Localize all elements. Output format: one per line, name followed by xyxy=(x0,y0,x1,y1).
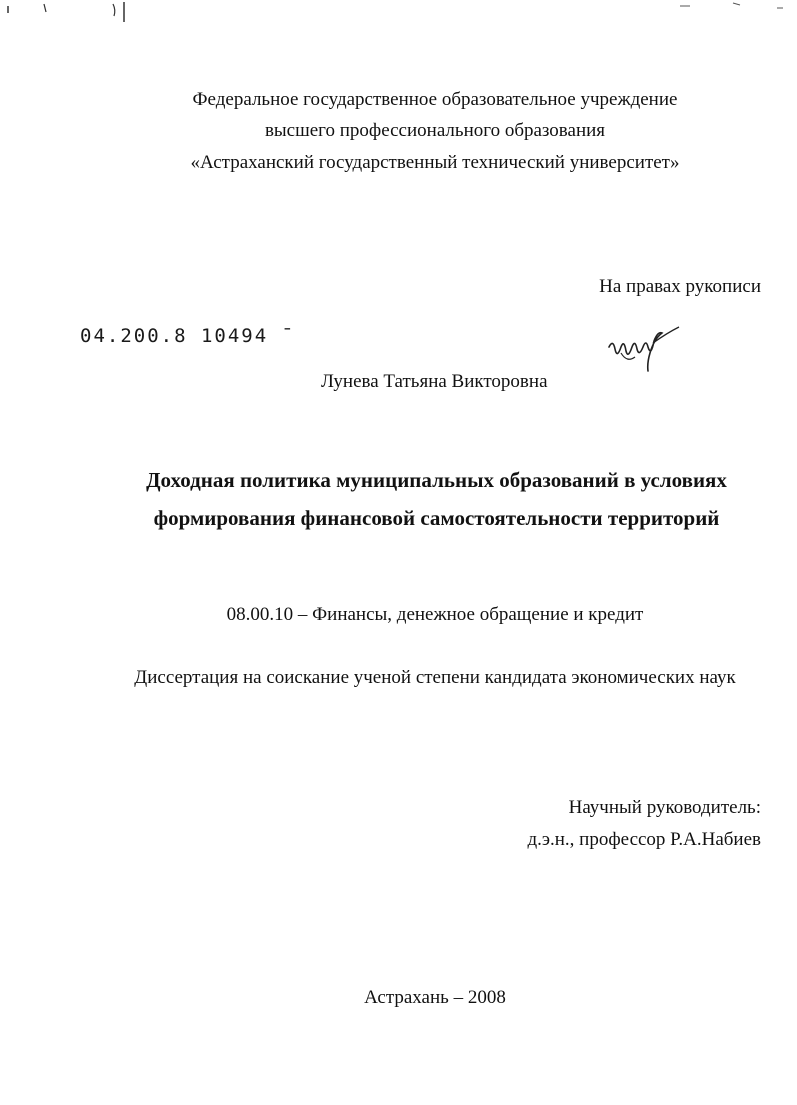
scan-edge-marks xyxy=(0,0,797,30)
dissertation-type: Диссертация на соискание ученой степени кандидата экономических наук xyxy=(134,667,736,688)
registry-code-text: 04.200.8 10494 xyxy=(80,325,269,347)
organization-line-1: Федеральное государственное образовательное учреждение xyxy=(192,89,678,110)
organization-line-3: «Астраханский государственный технический университет» xyxy=(190,152,680,173)
place-and-year: Астрахань – 2008 xyxy=(364,987,506,1008)
specialty-code: 08.00.10 – Финансы, денежное обращение и кредит xyxy=(226,604,644,625)
registry-code-mark: ˉ xyxy=(268,325,296,347)
dissertation-title-line-2: формирования финансовой самостоятельности территорий xyxy=(153,506,720,530)
organization-line-2: высшего профессионального образования xyxy=(264,120,606,141)
handwritten-signature xyxy=(603,325,683,385)
dissertation-title-line-1: Доходная политика муниципальных образований в условиях xyxy=(146,468,727,492)
advisor-name: д.э.н., профессор Р.А.Набиев xyxy=(527,829,761,850)
advisor-label: Научный руководитель: xyxy=(568,797,761,818)
manuscript-rights-note: На правах рукописи xyxy=(599,276,761,297)
registry-stamp-code xyxy=(80,325,295,347)
author-name: Лунева Татьяна Викторовна xyxy=(321,371,548,392)
